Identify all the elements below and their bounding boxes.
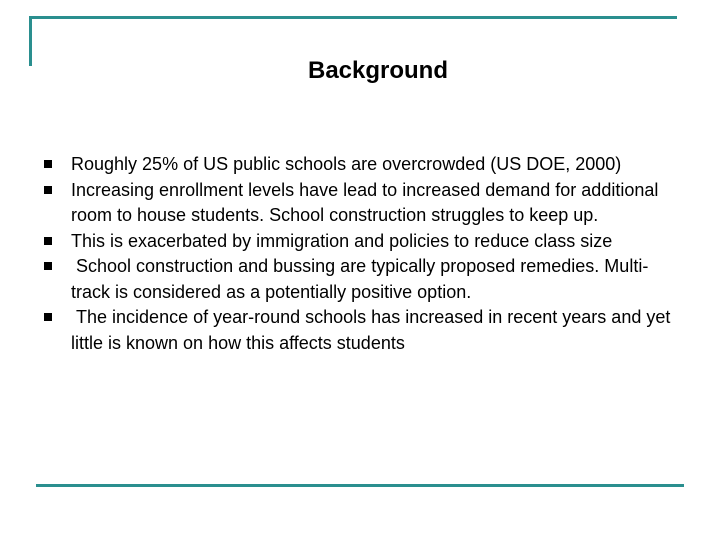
square-bullet-icon <box>44 237 52 245</box>
square-bullet-icon <box>44 313 52 321</box>
bullet-item <box>42 178 682 229</box>
frame-top-rule <box>29 16 677 19</box>
square-bullet-icon <box>44 160 52 168</box>
bullet-text: The incidence of year-round schools has increased in recent years and yet little is known on how this affects students <box>71 307 676 353</box>
bullet-list <box>42 152 682 356</box>
square-bullet-icon <box>44 186 52 194</box>
slide-title: Background <box>307 57 448 84</box>
bullet-item <box>42 305 682 356</box>
bullet-text: This is exacerbated by immigration and policies to reduce class size <box>71 230 613 251</box>
bullet-text: Increasing enrollment levels have lead to increased demand for additional room to house students. School construction struggles to keep up. <box>71 179 659 225</box>
bullet-item <box>42 152 682 178</box>
square-bullet-icon <box>44 262 52 270</box>
bullet-item <box>42 229 682 255</box>
frame-bottom-rule <box>36 484 684 487</box>
bullet-item <box>42 254 682 305</box>
bullet-text: Roughly 25% of US public schools are overcrowded (US DOE, 2000) <box>71 154 622 174</box>
bullet-text: School construction and bussing are typically proposed remedies. Multi-track is considered as a potentially positive option. <box>71 256 649 302</box>
